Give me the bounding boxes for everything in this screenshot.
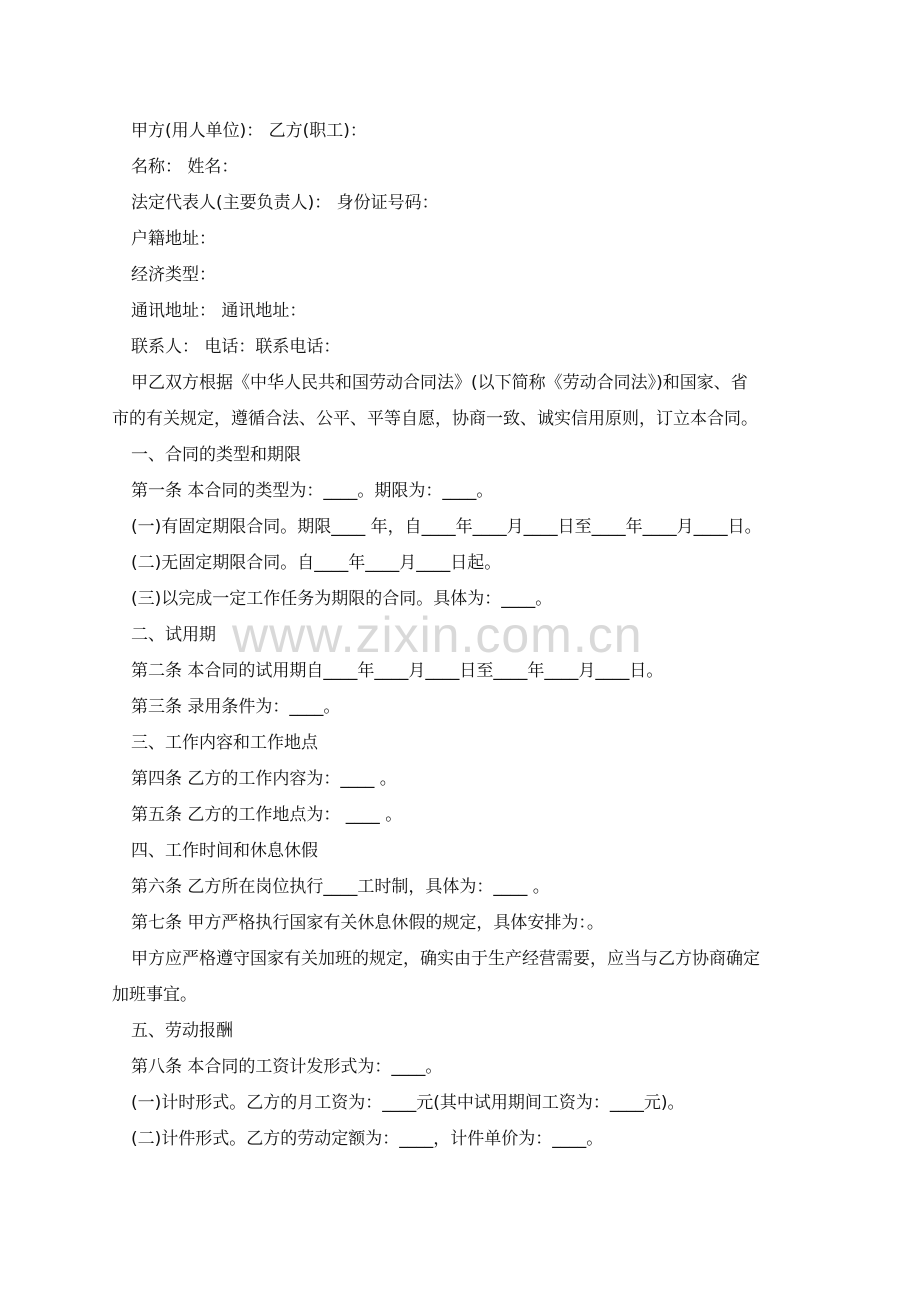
article-1-item-1: (一)有固定期限合同。期限____ 年，自____年____月____日至____年____月____日。	[131, 517, 762, 537]
section-heading-1: 一、合同的类型和期限	[131, 445, 301, 465]
article-3: 第三条 录用条件为：____。	[131, 697, 341, 717]
article-5: 第五条 乙方的工作地点为： ____ 。	[131, 805, 403, 825]
article-1: 第一条 本合同的类型为：____。期限为：____。	[131, 481, 494, 501]
contact-line: 联系人： 电话：联系电话：	[131, 337, 341, 357]
section-heading-2: 二、试用期	[131, 625, 216, 645]
article-8-item-1: (一)计时形式。乙方的月工资为：____元(其中试用期间工资为：____元)。	[131, 1093, 685, 1113]
article-4: 第四条 乙方的工作内容为：____ 。	[131, 769, 397, 789]
legal-representative-line: 法定代表人(主要负责人)： 身份证号码：	[131, 193, 439, 213]
article-8: 第八条 本合同的工资计发形式为：____。	[131, 1057, 443, 1077]
article-1-item-3: (三)以完成一定工作任务为期限的合同。具体为：____。	[131, 589, 553, 609]
preamble-line-2: 市的有关规定，遵循合法、公平、平等自愿，协商一致、诚实信用原则，订立本合同。	[112, 409, 758, 429]
section-heading-3: 三、工作内容和工作地点	[131, 733, 318, 753]
section-heading-5: 五、劳动报酬	[131, 1021, 233, 1041]
article-6: 第六条 乙方所在岗位执行____工时制，具体为：____ 。	[131, 877, 550, 897]
article-1-item-2: (二)无固定期限合同。自____年____月____日起。	[131, 553, 502, 573]
watermark: www.zixin.com.cn	[232, 607, 643, 663]
preamble-line-1: 甲乙双方根据《中华人民共和国劳动合同法》(以下简称《劳动合同法》)和国家、省	[131, 373, 748, 393]
overtime-line-2: 加班事宜。	[112, 985, 197, 1005]
article-2: 第二条 本合同的试用期自____年____月____日至____年____月____日。	[131, 661, 664, 681]
overtime-line-1: 甲方应严格遵守国家有关加班的规定，确实由于生产经营需要，应当与乙方协商确定	[131, 949, 760, 969]
household-address-line: 户籍地址：	[131, 229, 216, 249]
economic-type-line: 经济类型：	[131, 265, 216, 285]
article-7: 第七条 甲方严格执行国家有关休息休假的规定，具体安排为：。	[131, 913, 604, 933]
name-line: 名称： 姓名：	[131, 157, 239, 177]
section-heading-4: 四、工作时间和休息休假	[131, 841, 318, 861]
party-header-line: 甲方(用人单位)： 乙方(职工)：	[131, 121, 367, 141]
mailing-address-line: 通讯地址： 通讯地址：	[131, 301, 307, 321]
article-8-item-2: (二)计件形式。乙方的劳动定额为：____，计件单价为：____。	[131, 1129, 604, 1149]
